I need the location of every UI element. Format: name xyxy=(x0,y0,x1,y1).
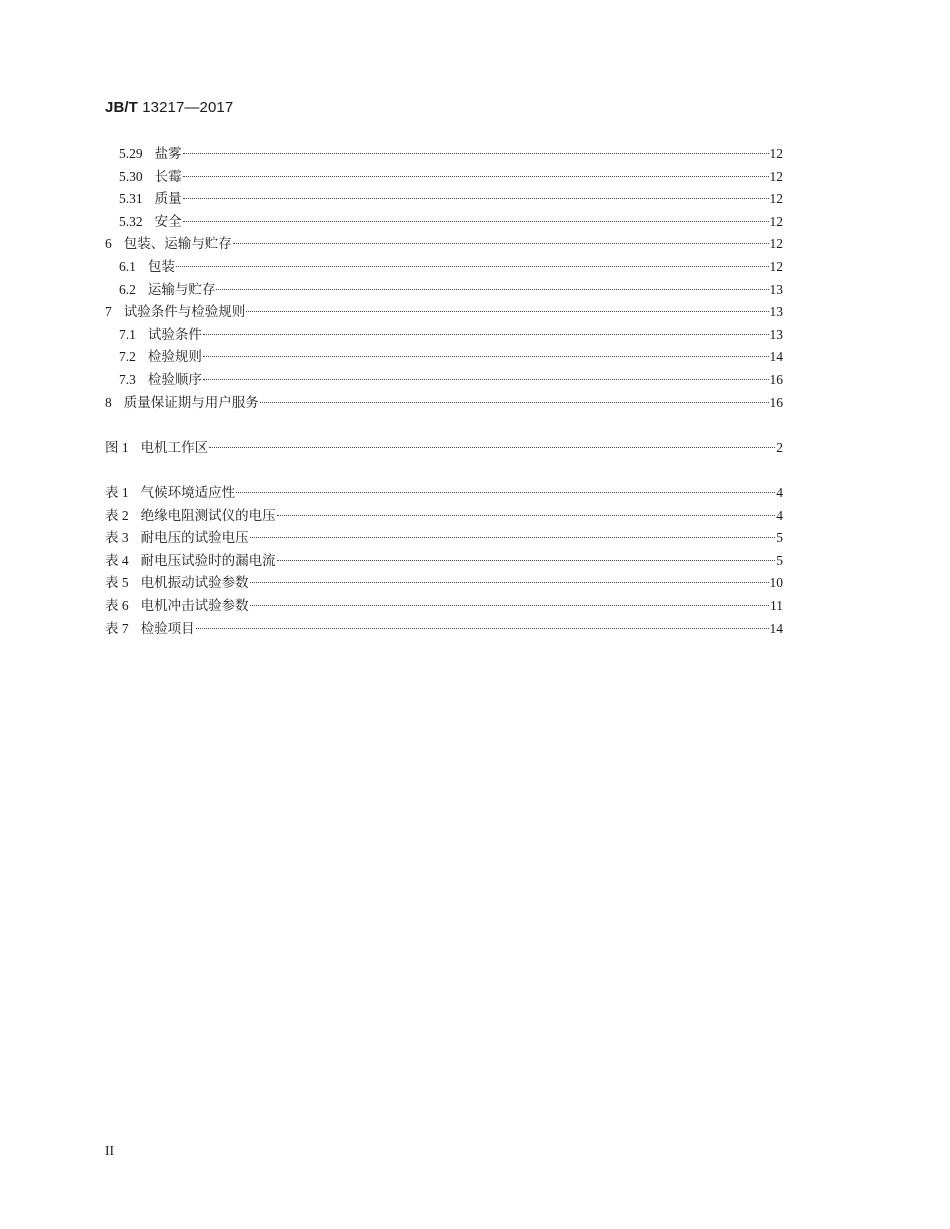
toc-entry-title: 电机工作区 xyxy=(140,440,209,455)
toc-sections-list xyxy=(105,143,783,414)
toc-dot-leader xyxy=(203,356,769,357)
toc-entry-number: 8 xyxy=(105,394,112,410)
toc-entry[interactable] xyxy=(105,550,783,573)
toc-entry-title: 耐电压试验时的漏电流 xyxy=(140,552,276,568)
toc-entry-number: 7.3 xyxy=(119,371,136,387)
toc-entry-title: 包装、运输与贮存 xyxy=(123,236,232,252)
toc-dot-leader xyxy=(183,153,769,154)
toc-entry-title: 包装 xyxy=(147,258,175,274)
toc-entry[interactable] xyxy=(105,572,783,595)
toc-entry[interactable] xyxy=(105,211,783,234)
toc-entry-page: 12 xyxy=(769,236,783,252)
toc-entry-title: 盐雾 xyxy=(154,146,182,161)
toc-dot-leader xyxy=(183,221,769,222)
toc-dot-leader xyxy=(233,243,769,244)
toc-entry-number: 5.31 xyxy=(119,191,143,207)
toc-entry[interactable] xyxy=(105,618,783,641)
toc-entry-number: 7 xyxy=(105,304,112,320)
toc-entry-number: 6.2 xyxy=(119,281,136,297)
toc-entry-title: 安全 xyxy=(154,213,182,229)
toc-entry-title: 检验项目 xyxy=(140,620,195,636)
toc-entry-number: 5.29 xyxy=(119,146,143,161)
toc-entry[interactable] xyxy=(105,166,783,189)
toc-entry-title: 电机振动试验参数 xyxy=(140,575,249,591)
toc-dot-leader xyxy=(277,560,776,561)
toc-entry-number: 7.1 xyxy=(119,326,136,342)
toc-entry-number: 表 1 xyxy=(105,485,129,500)
page-number: II xyxy=(105,1143,114,1158)
toc-entry-page: 16 xyxy=(769,394,783,410)
toc-dot-leader xyxy=(277,515,776,516)
toc-tables-list xyxy=(105,482,783,640)
toc-dot-leader xyxy=(176,266,769,267)
toc-entry-page: 4 xyxy=(776,507,783,523)
toc-entry-title: 试验条件与检验规则 xyxy=(123,304,246,320)
toc-figures-list xyxy=(105,437,783,460)
toc-entry-page: 16 xyxy=(769,371,783,387)
toc-entry-title: 检验规则 xyxy=(147,349,202,365)
toc-entry-title: 气候环境适应性 xyxy=(140,485,236,500)
toc-entry-page: 12 xyxy=(769,213,783,229)
toc-entry[interactable] xyxy=(105,505,783,528)
toc-entry-page: 12 xyxy=(769,258,783,274)
toc-dot-leader xyxy=(203,379,769,380)
toc-dot-leader xyxy=(260,402,769,403)
toc-entry-number: 图 1 xyxy=(105,440,129,455)
toc-entry-number: 5.30 xyxy=(119,168,143,184)
toc-entry-page: 11 xyxy=(770,597,783,613)
toc-entry-number: 表 6 xyxy=(105,597,129,613)
toc-entry-number: 表 3 xyxy=(105,530,129,546)
toc-entry-page: 14 xyxy=(769,620,783,636)
toc-entry[interactable] xyxy=(105,188,783,211)
toc-dot-leader xyxy=(236,492,775,493)
toc-entry[interactable] xyxy=(105,346,783,369)
toc-entry-page: 2 xyxy=(776,440,783,455)
toc-entry-title: 耐电压的试验电压 xyxy=(140,530,249,546)
toc-entry-page: 5 xyxy=(776,530,783,546)
toc-entry[interactable] xyxy=(105,324,783,347)
toc-entry-page: 14 xyxy=(769,349,783,365)
toc-entry-page: 13 xyxy=(769,281,783,297)
toc-entry[interactable] xyxy=(105,369,783,392)
toc-entry[interactable] xyxy=(105,256,783,279)
toc-entry-page: 10 xyxy=(769,575,783,591)
toc-entry-page: 13 xyxy=(769,304,783,320)
toc-entry[interactable] xyxy=(105,143,783,166)
toc-dot-leader xyxy=(216,289,768,290)
toc-entry-page: 12 xyxy=(769,191,783,207)
toc-dot-leader xyxy=(203,334,769,335)
toc-entry-page: 4 xyxy=(776,485,783,500)
toc-entry-number: 表 5 xyxy=(105,575,129,591)
toc-entry-title: 绝缘电阻测试仪的电压 xyxy=(140,507,276,523)
toc-entry-title: 质量保证期与用户服务 xyxy=(123,394,259,410)
toc-entry-title: 质量 xyxy=(154,191,182,207)
toc-dot-leader xyxy=(246,311,768,312)
standard-code: JB/T xyxy=(105,99,138,116)
toc-entry[interactable] xyxy=(105,437,783,460)
toc-entry-page: 12 xyxy=(769,168,783,184)
standard-number: 13217—2017 xyxy=(142,99,234,116)
toc-dot-leader xyxy=(183,198,769,199)
toc-entry-page: 13 xyxy=(769,326,783,342)
toc-entry-number: 6 xyxy=(105,236,112,252)
toc-dot-leader xyxy=(196,628,769,629)
toc-entry-number: 表 4 xyxy=(105,552,129,568)
toc-dot-leader xyxy=(250,537,776,538)
toc-entry-number: 6.1 xyxy=(119,258,136,274)
toc-entry-number: 5.32 xyxy=(119,213,143,229)
toc-entry[interactable] xyxy=(105,595,783,618)
toc-entry[interactable] xyxy=(105,233,783,256)
toc-dot-leader xyxy=(250,582,769,583)
toc-entry[interactable] xyxy=(105,301,783,324)
toc-dot-leader xyxy=(183,176,769,177)
toc-entry-page: 12 xyxy=(769,146,783,161)
toc-entry-page: 5 xyxy=(776,552,783,568)
toc-entry[interactable] xyxy=(105,392,783,415)
toc-dot-leader xyxy=(209,447,775,448)
toc-entry[interactable] xyxy=(105,527,783,550)
toc-entry-title: 电机冲击试验参数 xyxy=(140,597,249,613)
toc-entry-number: 表 2 xyxy=(105,507,129,523)
toc-dot-leader xyxy=(250,605,769,606)
toc-entry-number: 7.2 xyxy=(119,349,136,365)
toc-entry-title: 检验顺序 xyxy=(147,371,202,387)
toc-entry-title: 长霉 xyxy=(154,168,182,184)
toc-entry[interactable] xyxy=(105,279,783,302)
standard-header xyxy=(105,99,233,116)
toc-entry[interactable] xyxy=(105,482,783,505)
toc-entry-number: 表 7 xyxy=(105,620,129,636)
toc-entry-title: 运输与贮存 xyxy=(147,281,216,297)
toc-entry-title: 试验条件 xyxy=(147,326,202,342)
